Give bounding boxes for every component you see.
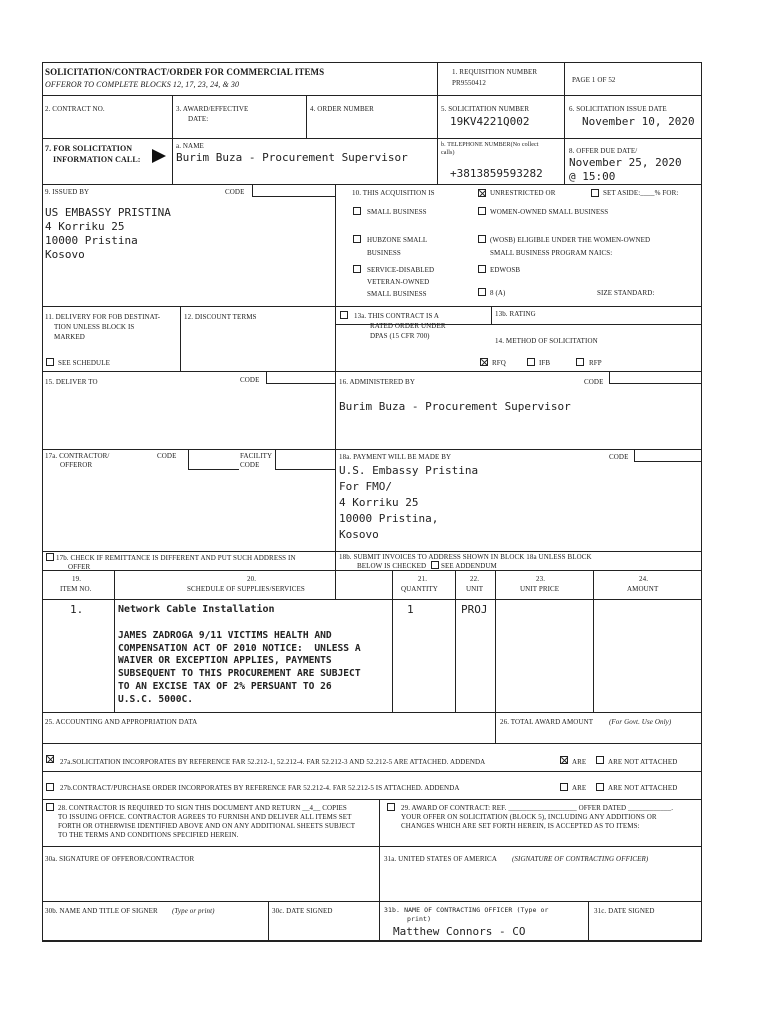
item-notice: JAMES ZADROGA 9/11 VICTIMS HEALTH AND COMPENSATION ACT OF 2010 NOTICE: UNLESS A WAIVER OR EXCEPTION APPLIES, PAYMENTS SUBSEQUENT TO THIS PROCUREMENT ARE SUBJECT TO AN EXCISE TAX OF 2% PERSUANT TO 26 U.S.C. 5000C. [118, 630, 361, 705]
rule [379, 799, 380, 940]
signer-name-label: 30b. NAME AND TITLE OF SIGNER [45, 907, 158, 915]
payment-label: 18a. PAYMENT WILL BE MADE BY [339, 453, 452, 461]
facility-label-2: CODE [240, 461, 260, 469]
contact-name: Burim Buza - Procurement Supervisor [176, 151, 408, 164]
delivery-label-2: TION UNLESS BLOCK IS [54, 323, 135, 331]
unrestricted-label: UNRESTRICTED OR [490, 189, 556, 197]
rule [701, 62, 702, 941]
issued-by-label: 9. ISSUED BY [45, 188, 90, 196]
rule [437, 62, 438, 184]
rated-order-label: 13a. THIS CONTRACT IS A [354, 312, 440, 320]
remittance-label: 17b. CHECK IF REMITTANCE IS DIFFERENT AND PUT SUCH ADDRESS IN [56, 554, 296, 562]
sdvosb-label-2: VETERAN-OWNED [367, 278, 430, 286]
invoices-label: 18b. SUBMIT INVOICES TO ADDRESS SHOWN IN BLOCK 18a UNLESS BLOCK [339, 553, 592, 561]
item-quantity: 1 [407, 603, 414, 616]
hubzone-label: HUBZONE SMALL [367, 236, 428, 244]
rule [491, 306, 492, 324]
naics-label: SMALL BUSINESS PROGRAM NAICS: [490, 249, 613, 257]
offer-due-time: @ 15:00 [569, 170, 616, 183]
deliver-to-label: 15. DELIVER TO [45, 378, 98, 386]
rule [42, 306, 702, 307]
page-count: PAGE 1 OF 52 [572, 76, 616, 84]
col-unit-label: UNIT [466, 585, 484, 593]
set-aside-checkbox[interactable] [591, 189, 599, 197]
rule [180, 306, 181, 371]
rule [306, 95, 307, 138]
rfq-checkbox[interactable] [480, 358, 488, 366]
invoices-label-2: BELOW IS CHECKED [357, 562, 427, 570]
clause-28-line: FORTH OR OTHERWISE IDENTIFIED ABOVE AND ON ANY ADDITIONAL SHEETS SUBJECT [58, 822, 356, 830]
rating-label: 13b. RATING [495, 310, 536, 318]
rule [335, 184, 336, 599]
contractor-code-label: CODE [157, 452, 177, 460]
addenda-27b-not: ARE NOT ATTACHED [608, 784, 678, 792]
rule [588, 901, 589, 940]
clause-28-checkbox[interactable] [46, 803, 54, 811]
form-subtitle: OFFEROR TO COMPLETE BLOCKS 12, 17, 23, 24, & 30 [45, 80, 240, 89]
wosb-label: WOMEN-OWNED SMALL BUSINESS [490, 208, 609, 216]
award-date-label: 3. AWARD/EFFECTIVE [176, 105, 249, 113]
col-item-label: ITEM NO. [60, 585, 92, 593]
col-unit-num: 22. [470, 575, 480, 583]
delivery-label-3: MARKED [54, 333, 85, 341]
clause-28-line: TO THE TERMS AND CONDITIONS SPECIFIED HEREIN. [58, 831, 239, 839]
solicitation-form [42, 62, 702, 942]
rule [42, 846, 702, 847]
administered-code-label: CODE [584, 378, 604, 386]
col-qty-num: 21. [418, 575, 428, 583]
signer-name-note: (Type or print) [172, 907, 215, 915]
size-standard-label: SIZE STANDARD: [597, 289, 655, 297]
col-amount-label: AMOUNT [627, 585, 659, 593]
form-title: SOLICITATION/CONTRACT/ORDER FOR COMMERCIAL ITEMS [45, 67, 325, 77]
rule [42, 449, 702, 450]
order-number-label: 4. ORDER NUMBER [310, 105, 374, 113]
unrestricted-checkbox[interactable] [478, 189, 486, 197]
rule [42, 62, 43, 941]
code-box [252, 184, 336, 197]
payment-code-label: CODE [609, 453, 629, 461]
deliver-to-code-label: CODE [240, 376, 260, 384]
offer-due-date: November 25, 2020 [569, 156, 682, 169]
code-box [634, 449, 702, 462]
solicitation-number-label: 5. SOLICITATION NUMBER [441, 105, 530, 113]
rule [42, 371, 702, 372]
payment-line: 10000 Pristina, [339, 512, 439, 525]
rule [593, 570, 594, 712]
sdvosb-checkbox[interactable] [353, 265, 361, 273]
telephone-number: +3813859593282 [450, 167, 543, 180]
rule [392, 570, 393, 712]
small-business-checkbox[interactable] [353, 207, 361, 215]
col-schedule-num: 20. [247, 575, 257, 583]
ifb-label: IFB [539, 359, 551, 367]
rule [42, 743, 702, 744]
total-award-note: (For Govt. Use Only) [609, 718, 672, 726]
clause-27b-checkbox[interactable] [46, 783, 54, 791]
issuer-line: US EMBASSY PRISTINA [45, 206, 171, 219]
co-name-label: 31b. NAME OF CONTRACTING OFFICER (Type or [384, 906, 549, 914]
contractor-label-2: OFFEROR [60, 461, 93, 469]
addenda-27a-are: ARE [572, 758, 587, 766]
delivery-label: 11. DELIVERY FOR FOB DESTINAT- [45, 313, 161, 321]
discount-terms-label: 12. DISCOUNT TERMS [184, 313, 257, 321]
requisition-label: 1. REQUISITION NUMBER [452, 68, 538, 76]
wosb-checkbox[interactable] [478, 207, 486, 215]
rule [42, 940, 702, 942]
co-date-label: 31c. DATE SIGNED [594, 907, 655, 915]
issued-by-code-label: CODE [225, 188, 245, 196]
addenda-27b-are: ARE [572, 784, 587, 792]
col-qty-label: QUANTITY [401, 585, 438, 593]
rated-order-label-2: RATED ORDER UNDER [370, 322, 446, 330]
see-schedule-checkbox[interactable] [46, 358, 54, 366]
code-box [275, 449, 336, 470]
see-addendum-checkbox[interactable] [431, 561, 439, 569]
remittance-label-2: OFFER [68, 563, 91, 571]
clause-27a-checkbox[interactable] [46, 755, 54, 763]
code-box [188, 449, 239, 470]
co-signature-label: 31a. UNITED STATES OF AMERICA [384, 855, 497, 863]
accounting-label: 25. ACCOUNTING AND APPROPRIATION DATA [45, 718, 198, 726]
addenda-27a-are-checkbox[interactable] [560, 756, 568, 764]
see-addendum-label: SEE ADDENDUM [441, 562, 497, 570]
co-signature-note: (SIGNATURE OF CONTRACTING OFFICER) [512, 855, 649, 863]
col-item-num: 19. [72, 575, 82, 583]
info-call-label-2: INFORMATION CALL: [53, 155, 141, 164]
col-amount-num: 24. [639, 575, 649, 583]
clause-29-line: 29. AWARD OF CONTRACT: REF. ___________________ OFFER DATED ____________. [401, 804, 674, 812]
eight-a-checkbox[interactable] [478, 288, 486, 296]
rule [42, 799, 702, 800]
rule [495, 570, 496, 712]
set-aside-label: SET ASIDE:____% FOR: [603, 189, 679, 197]
hubzone-label-2: BUSINESS [367, 249, 401, 257]
eight-a-label: 8 (A) [490, 289, 506, 297]
see-schedule-label: SEE SCHEDULE [58, 359, 110, 367]
code-box [609, 371, 702, 384]
info-call-label: 7. FOR SOLICITATION [45, 144, 133, 153]
offeror-signature-label: 30a. SIGNATURE OF OFFEROR/CONTRACTOR [45, 855, 195, 863]
contractor-label: 17a. CONTRACTOR/ [45, 452, 110, 460]
addenda-27b-are-checkbox[interactable] [560, 783, 568, 791]
sdvosb-label: SERVICE-DISABLED [367, 266, 435, 274]
arrow-right-icon [152, 149, 166, 163]
col-schedule-label: SCHEDULE OF SUPPLIES/SERVICES [187, 585, 305, 593]
small-business-label: SMALL BUSINESS [367, 208, 427, 216]
rule [42, 551, 702, 552]
rated-order-checkbox[interactable] [340, 311, 348, 319]
facility-label: FACILITY [240, 452, 273, 460]
addenda-27a-not-checkbox[interactable] [596, 756, 604, 764]
item-title: Network Cable Installation [118, 604, 275, 615]
rule [42, 712, 702, 713]
issuer-line: Kosovo [45, 248, 85, 261]
payment-line: 4 Korriku 25 [339, 496, 419, 509]
telephone-label-2: calls) [441, 150, 455, 156]
hubzone-checkbox[interactable] [353, 235, 361, 243]
payment-line: Kosovo [339, 528, 379, 541]
item-unit: PROJ [461, 603, 488, 616]
requisition-number: PR9550412 [452, 79, 486, 87]
rule [114, 570, 115, 712]
wosb-eligible-checkbox[interactable] [478, 235, 486, 243]
rule [455, 570, 456, 712]
rule [42, 771, 702, 772]
telephone-label: b. TELEPHONE NUMBER(No collect [441, 142, 539, 148]
clause-29-line: CHANGES WHICH ARE SET FORTH HEREIN, IS ACCEPTED AS TO ITEMS: [401, 822, 640, 830]
clause-28-line: 28. CONTRACTOR IS REQUIRED TO SIGN THIS DOCUMENT AND RETURN __4__ COPIES [58, 804, 347, 812]
item-notice-clip [118, 630, 390, 711]
rule [42, 599, 702, 600]
issuer-line: 4 Korriku 25 [45, 220, 125, 233]
rule [42, 184, 702, 185]
payment-line: U.S. Embassy Pristina [339, 464, 479, 477]
co-name-label-2: print) [407, 915, 432, 923]
payment-line: For FMO/ [339, 480, 392, 493]
edwosb-checkbox[interactable] [478, 265, 486, 273]
solicitation-method-label: 14. METHOD OF SOLICITATION [495, 337, 598, 345]
rule [564, 62, 565, 184]
rated-order-label-3: DPAS (15 CFR 700) [370, 332, 430, 340]
award-date-label-2: DATE: [188, 115, 209, 123]
rule [42, 62, 702, 63]
issuer-line: 10000 Pristina [45, 234, 138, 247]
ifb-checkbox[interactable] [527, 358, 535, 366]
rule [495, 712, 496, 743]
co-name: Matthew Connors - CO [393, 925, 526, 938]
offeror-date-label: 30c. DATE SIGNED [272, 907, 333, 915]
addenda-27b-not-checkbox[interactable] [596, 783, 604, 791]
administered-by-value: Burim Buza - Procurement Supervisor [339, 400, 571, 413]
rfp-label: RFP [589, 359, 602, 367]
col-unit-price-label: UNIT PRICE [520, 585, 560, 593]
issue-date-label: 6. SOLICITATION ISSUE DATE [569, 105, 667, 113]
clause-27a-text: 27a.SOLICITATION INCORPORATES BY REFERENCE FAR 52.212-1, 52.212-4. FAR 52.212-3 AND 52.212-5 ARE ATTACHED. ADDENDA [60, 758, 486, 766]
rfq-label: RFQ [492, 359, 506, 367]
col-unit-price-num: 23. [536, 575, 546, 583]
administered-by-label: 16. ADMINISTERED BY [339, 378, 415, 386]
rule [42, 138, 702, 139]
solicitation-number: 19KV4221Q002 [450, 115, 530, 128]
clause-29-checkbox[interactable] [387, 803, 395, 811]
rule [172, 95, 173, 184]
clause-29-line: YOUR OFFER ON SOLICITATION (BLOCK 5), INCLUDING ANY ADDITIONS OR [401, 813, 657, 821]
code-box [266, 371, 336, 384]
edwosb-label: EDWOSB [490, 266, 521, 274]
rule [268, 901, 269, 940]
rfp-checkbox[interactable] [576, 358, 584, 366]
contact-name-label: a. NAME [176, 142, 204, 150]
clause-28-line: TO ISSUING OFFICE. CONTRACTOR AGREES TO FURNISH AND DELIVER ALL ITEMS SET [58, 813, 352, 821]
wosb-eligible-label: (WOSB) ELIGIBLE UNDER THE WOMEN-OWNED [490, 236, 651, 244]
acquisition-label: 10. THIS ACQUISITION IS [352, 189, 435, 197]
item-number: 1. [70, 603, 84, 616]
remittance-checkbox[interactable] [46, 553, 54, 561]
clause-27b-text: 27b.CONTRACT/PURCHASE ORDER INCORPORATES BY REFERENCE FAR 52.212-4. FAR 52.212-5 IS ATTACHED. ADDENDA [60, 784, 460, 792]
rule [42, 95, 702, 96]
issue-date: November 10, 2020 [582, 115, 695, 128]
sdvosb-label-3: SMALL BUSINESS [367, 290, 427, 298]
addenda-27a-not: ARE NOT ATTACHED [608, 758, 678, 766]
total-award-label: 26. TOTAL AWARD AMOUNT [500, 718, 594, 726]
contract-no-label: 2. CONTRACT NO. [45, 105, 105, 113]
rule [42, 901, 702, 902]
offer-due-label: 8. OFFER DUE DATE/ [569, 147, 638, 155]
